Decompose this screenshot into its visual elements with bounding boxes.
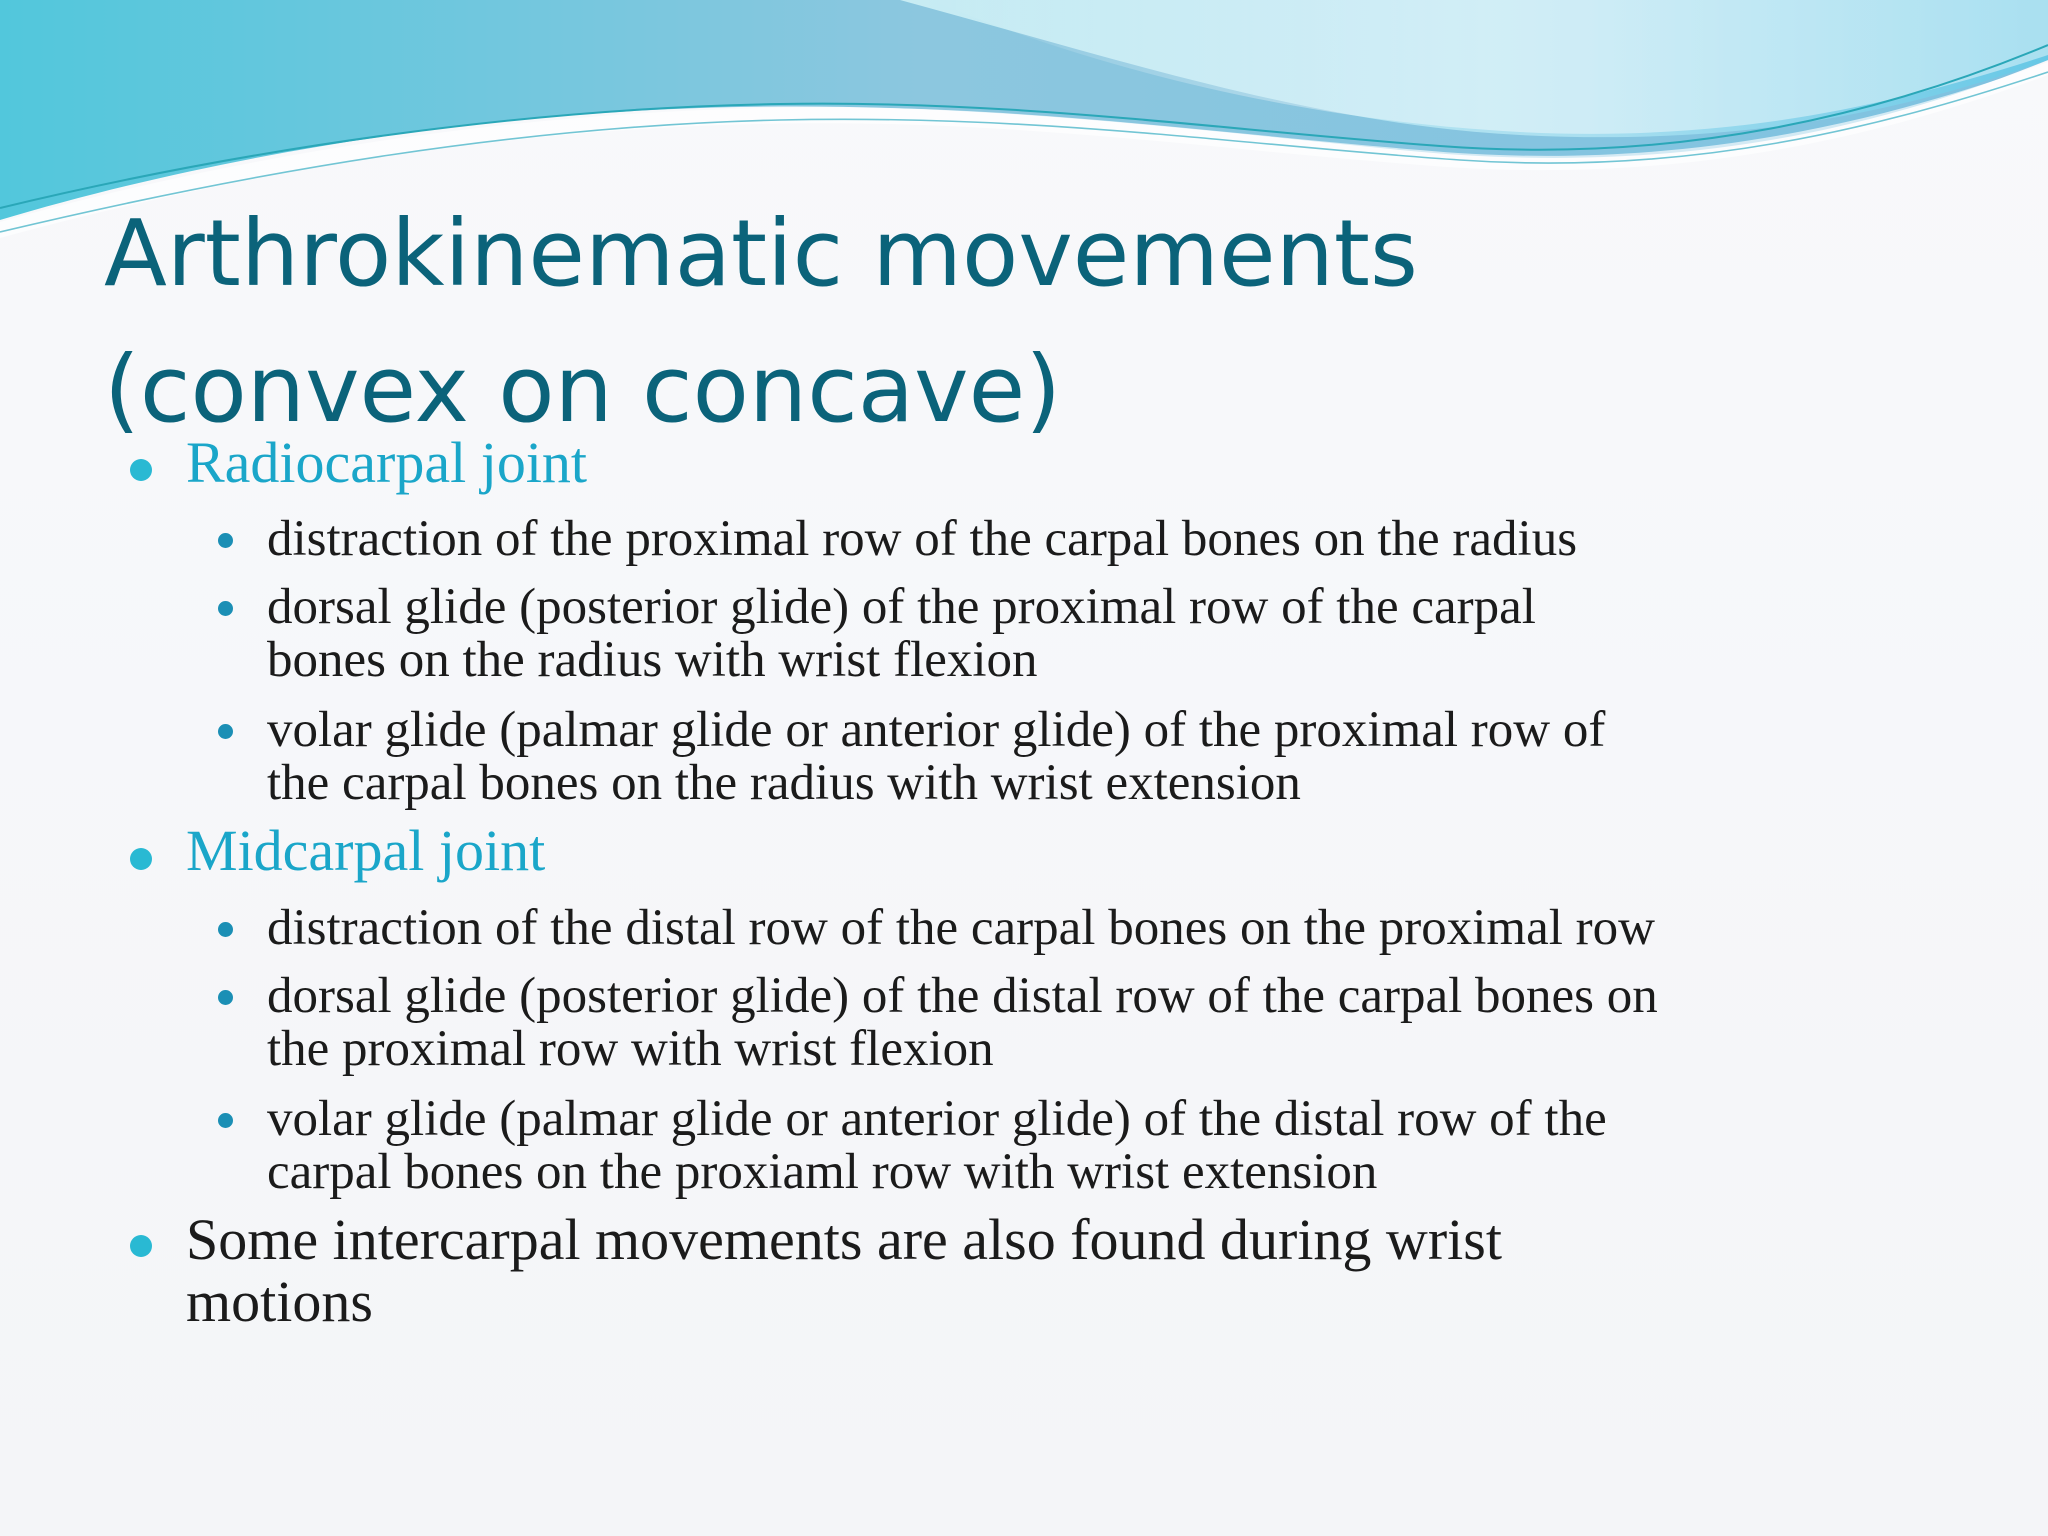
radiocarpal-item-1: distraction of the proximal row of the carpal bones on the radius bbox=[267, 511, 1578, 567]
section-heading-midcarpal: Midcarpal joint bbox=[186, 818, 546, 883]
title-line-1: Arthrokinematic movements bbox=[104, 200, 1418, 307]
sub-bullet-dot bbox=[218, 601, 233, 616]
bullet-dot bbox=[130, 459, 152, 481]
closing-point-line-2: motions bbox=[186, 1269, 373, 1334]
midcarpal-item-1: distraction of the distal row of the carpal bones on the proximal row bbox=[267, 900, 1655, 956]
radiocarpal-item-3-line-2: the carpal bones on the radius with wrist extension bbox=[267, 755, 1301, 811]
radiocarpal-item-2-line-1: dorsal glide (posterior glide) of the proximal row of the carpal bbox=[267, 579, 1536, 635]
radiocarpal-item-2-line-2: bones on the radius with wrist flexion bbox=[267, 632, 1038, 688]
midcarpal-item-3-line-2: carpal bones on the proxiaml row with wrist extension bbox=[267, 1144, 1378, 1200]
title-line-2: (convex on concave) bbox=[104, 336, 1062, 443]
section-heading-radiocarpal: Radiocarpal joint bbox=[186, 430, 588, 495]
midcarpal-item-3-line-1: volar glide (palmar glide or anterior glide) of the distal row of the bbox=[267, 1091, 1607, 1147]
sub-bullet-dot bbox=[218, 533, 233, 548]
slide-title bbox=[104, 186, 1944, 458]
bullet-dot bbox=[130, 848, 152, 870]
bullet-dot bbox=[130, 1235, 152, 1257]
radiocarpal-item-3-line-1: volar glide (palmar glide or anterior glide) of the proximal row of bbox=[267, 702, 1606, 758]
sub-bullet-dot bbox=[218, 724, 233, 739]
sub-bullet-dot bbox=[218, 1113, 233, 1128]
midcarpal-item-2-line-2: the proximal row with wrist flexion bbox=[267, 1021, 994, 1077]
sub-bullet-dot bbox=[218, 922, 233, 937]
sub-bullet-dot bbox=[218, 990, 233, 1005]
midcarpal-item-2-line-1: dorsal glide (posterior glide) of the distal row of the carpal bones on bbox=[267, 968, 1658, 1024]
closing-point-line-1: Some intercarpal movements are also found during wrist bbox=[186, 1207, 1502, 1272]
